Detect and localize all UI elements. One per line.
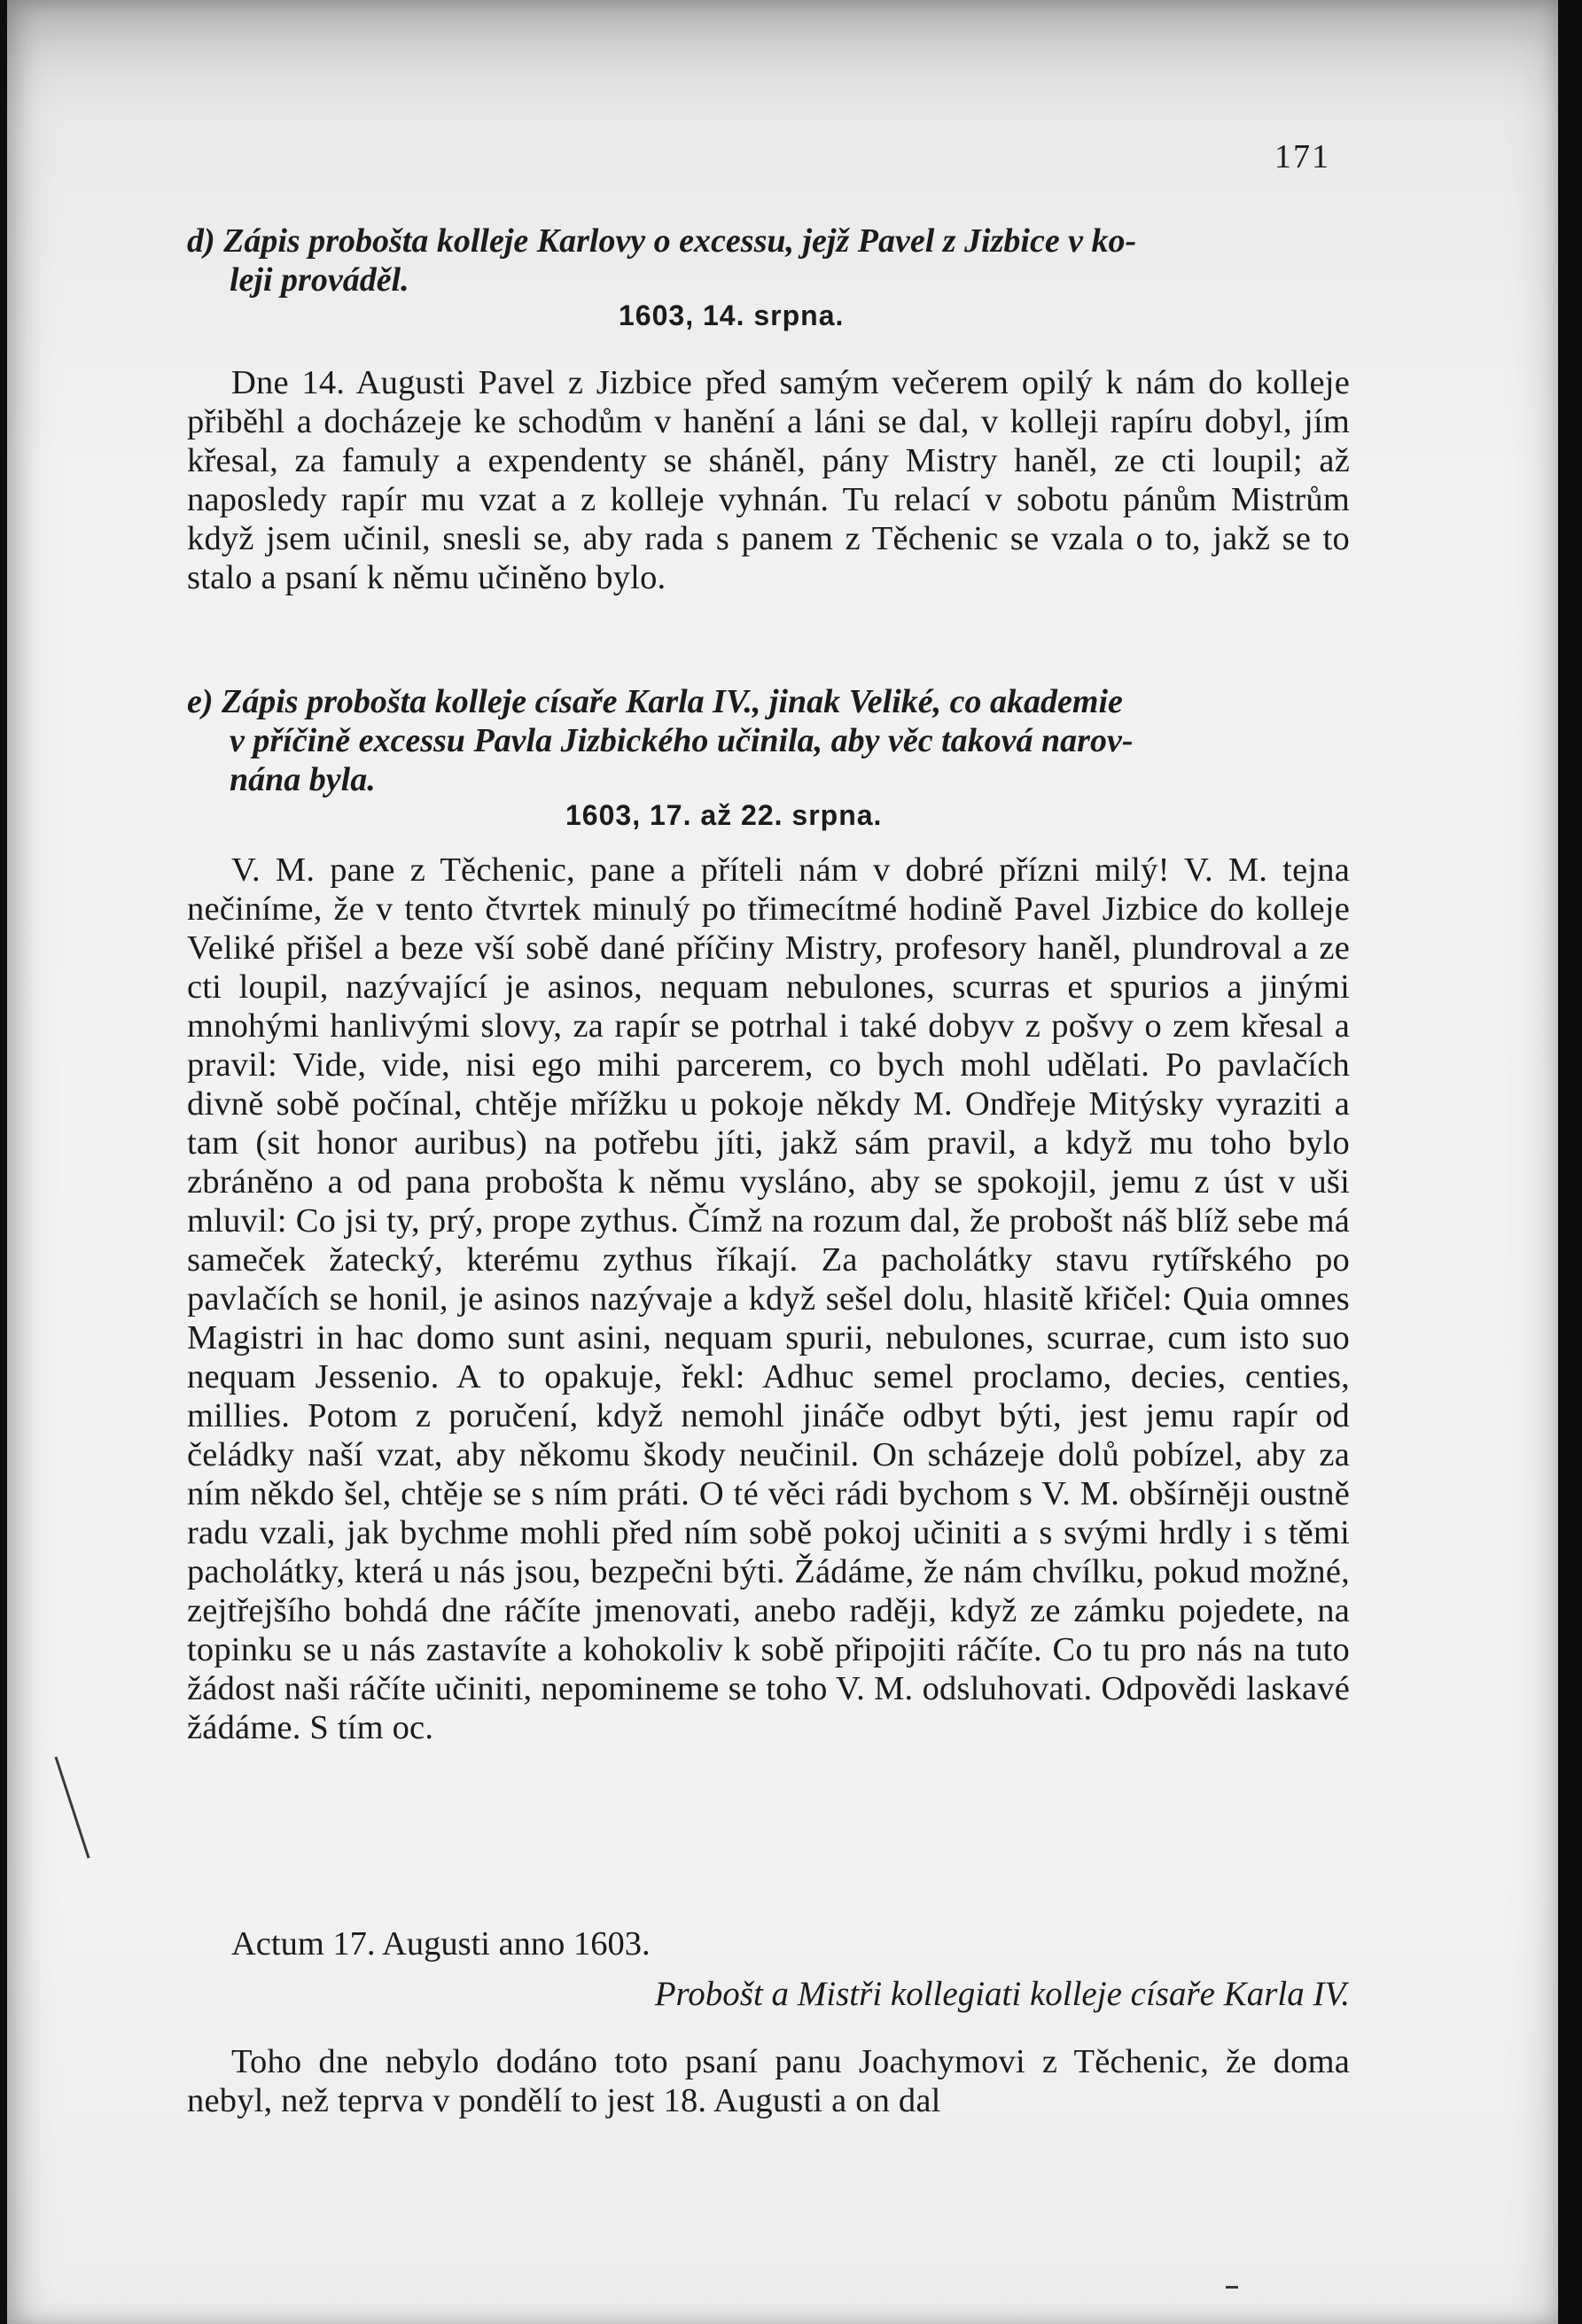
section-d-title-line1: Zápis probošta kolleje Karlovy o excessu, jejž Pavel z Jizbice v ko- [223,222,1137,260]
scan-speck [1226,2286,1238,2289]
section-e-title-line2: v příčině excessu Pavla Jizbického učinila, aby věc taková narov- [230,722,1134,759]
section-d-heading [187,222,1350,299]
section-e-title-line1: Zápis probošta kolleje císaře Karla IV., jinak Veliké, co akademie [222,683,1123,720]
book-page [7,0,1558,2324]
section-d-label: d) [187,222,215,260]
section-d-body [187,363,1350,597]
actum-line: Actum 17. Augusti anno 1603. [231,1925,651,1963]
section-e-label: e) [187,683,214,720]
section-e-body [187,851,1350,1747]
closing-paragraph: Toho dne nebylo dodáno toto psaní panu Joachymovi z Těchenic, že doma nebyl, než teprva v pondělí to jest 18. Augusti a on dal [187,2043,1350,2119]
section-e-heading [187,682,1350,799]
section-e-paragraph: V. M. pane z Těchenic, pane a příteli nám v dobré přízni milý! V. M. tejna nečiníme, že v tento čtvrtek minulý po třimecítmé hodině Pavel Jizbice do kolleje Veliké přišel a beze vší sobě dané příčiny Mistry, profesory haněl, plundroval a ze cti loupil, nazývající je asinos, nequam nebulones, scurras et spurios a jinými mnohými hanlivými slovy, za rapír se potrhal i také dobyv z pošvy o zem křesal a pravil: Vide, vide, nisi ego mihi parcerem, co bych mohl udělati. Po pavlačích divně sobě počínal, chtěje mřížku u pokoje někdy M. Ondřeje Mitýsky vyraziti a tam (sit honor auribus) na potřebu jíti, jakž sám pravil, a když mu toho bylo zbráněno a od pana probošta k němu vysláno, aby se spokojil, jemu z úst v uši mluvil: Co jsi ty, prý, prope zythus. Čímž na rozum dal, že probošt náš blíž sebe má sameček žatecký, kterému zythus říkají. Za pacholátky stavu rytířského po pavlačích se honil, je asinos nazývaje a když sešel dolu, hlasitě křičel: Quia omnes Magistri in hac domo sunt asini, nequam spurii, nebulones, scurrae, cum isto suo nequam Jessenio. A to opakuje, řekl: Adhuc semel proclamo, decies, centies, millies. Potom z poručení, když nemohl jináče odbyt býti, jest jemu rapír od čeládky naší vzat, aby někomu škody neučinil. On scházeje dolů pobízel, aby za ním někdo šel, chtěje se s ním práti. O té věci rádi bychom s V. M. obšírněji oustně radu vzali, jak bychme mohli před ním sobě pokoj učiniti a s svými hrdly i s těmi pacholátky, která u nás jsou, bezpečni býti. Žádáme, že nám chvílku, pokud možné, zejtřejšího bohdá dne ráčíte jmenovati, anebo raději, když ze zámku pojedete, na topinku se u nás zastavíte a kohokoliv k sobě připojiti ráčíte. Co tu pro nás na tuto žádost naši ráčíte učiniti, nepomineme se toho V. M. odsluhovati. Odpovědi laskavé žádáme. S tím oc. [187,851,1350,1746]
signature-line: Probošt a Mistři kollegiati kolleje císaře Karla IV. [654,1975,1350,2013]
section-e-title-line3: nána byla. [230,761,376,798]
section-e-date: 1603, 17. až 22. srpna. [565,799,883,831]
page-number: 171 [1274,138,1330,175]
section-d-title-line2: leji prováděl. [230,261,409,299]
pencil-mark [55,1756,90,1858]
closing-block [187,2042,1350,2120]
section-d-date: 1603, 14. srpna. [619,299,845,331]
section-d-paragraph: Dne 14. Augusti Pavel z Jizbice před samým večerem opilý k nám do kolleje přiběhl a docházeje ke schodům v hanění a láni se dal, v kolleji rapíru dobyl, jím křesal, za famuly a expendenty se sháněl, pány Mistry haněl, ze cti loupil; až naposledy rapír mu vzat a z kolleje vyhnán. Tu relací v sobotu pánům Mistrům když jsem učinil, snesli se, aby rada s panem z Těchenic se vzala o to, jakž se to stalo a psaní k němu učiněno bylo. [187,364,1350,596]
